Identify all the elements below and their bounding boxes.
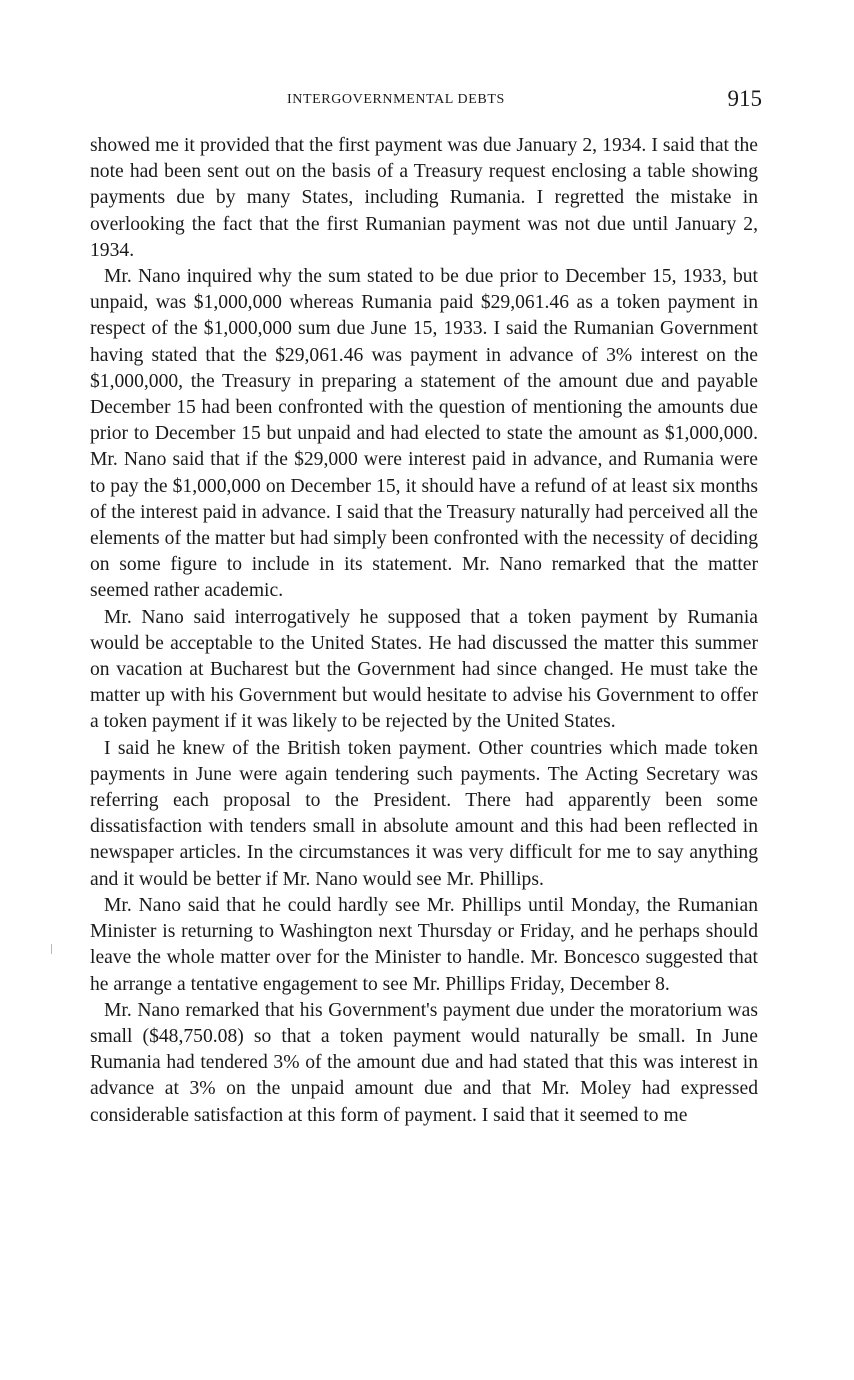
paragraph: Mr. Nano remarked that his Government's payment due under the moratorium was small ($48,750.08) so that a token payment would naturally be small. In June Rumania had tendered 3% of the amount due and had stated that this was interest in advance at 3% on the unpaid amount due and that Mr. Moley had expressed considerable satisfaction at this form of payment. I said that it seemed to me (90, 999, 758, 1126)
page-number: 915 (727, 86, 762, 111)
paragraph: Mr. Nano said that he could hardly see Mr. Phillips until Monday, the Rumanian Minister is returning to Washington next Thursday or Friday, and he perhaps should leave the whole matter over for the Minister to handle. Mr. Boncesco suggested that he arrange a tentative engagement to see Mr. Phillips Friday, December 8. (90, 894, 758, 995)
paragraph: Mr. Nano inquired why the sum stated to be due prior to December 15, 1933, but unpaid, was $1,000,000 whereas Rumania paid $29,061.46 as a token payment in respect of the $1,000,000 sum due June 15, 1933. I said the Rumanian Government having stated that the $29,061.46 was payment in advance of 3% interest on the $1,000,000, the Treasury in preparing a statement of the amount due and payable December 15 had been confronted with the question of mentioning the amounts due prior to December 15 but unpaid and had elected to state the amount as $1,000,000. Mr. Nano said that if the $29,000 were interest paid in advance, and Rumania were to pay the $1,000,000 on December 15, it should have a refund of at least six months of the interest paid in advance. I said that the Treasury naturally had perceived all the elements of the matter but had simply been confronted with the necessity of deciding on some figure to include in its statement. Mr. Nano remarked that the matter seemed rather academic. (90, 266, 758, 602)
running-title: INTERGOVERNMENTAL DEBTS (287, 92, 505, 107)
margin-mark (51, 944, 52, 954)
paragraph: I said he knew of the British token payment. Other countries which made token payments in June were again tendering such payments. The Acting Secretary was referring each proposal to the President. There had apparently been some dissatisfaction with tenders small in absolute amount and this had been reflected in newspaper articles. In the circumstances it was very difficult for me to say anything and it would be better if Mr. Nano would see Mr. Phillips. (90, 737, 758, 890)
body-text (90, 133, 758, 1129)
paragraph: Mr. Nano said interrogatively he supposed that a token payment by Rumania would be acceptable to the United States. He had discussed the matter this summer on vacation at Bucharest but the Government had since changed. He must take the matter up with his Government but would hesitate to advise his Government to offer a token payment if it was likely to be rejected by the United States. (90, 606, 758, 733)
paragraph: showed me it provided that the first payment was due January 2, 1934. I said that the note had been sent out on the basis of a Treasury request enclosing a table showing payments due by many States, including Rumania. I regretted the mistake in overlooking the fact that the first Rumanian payment was not due until January 2, 1934. (90, 135, 758, 261)
